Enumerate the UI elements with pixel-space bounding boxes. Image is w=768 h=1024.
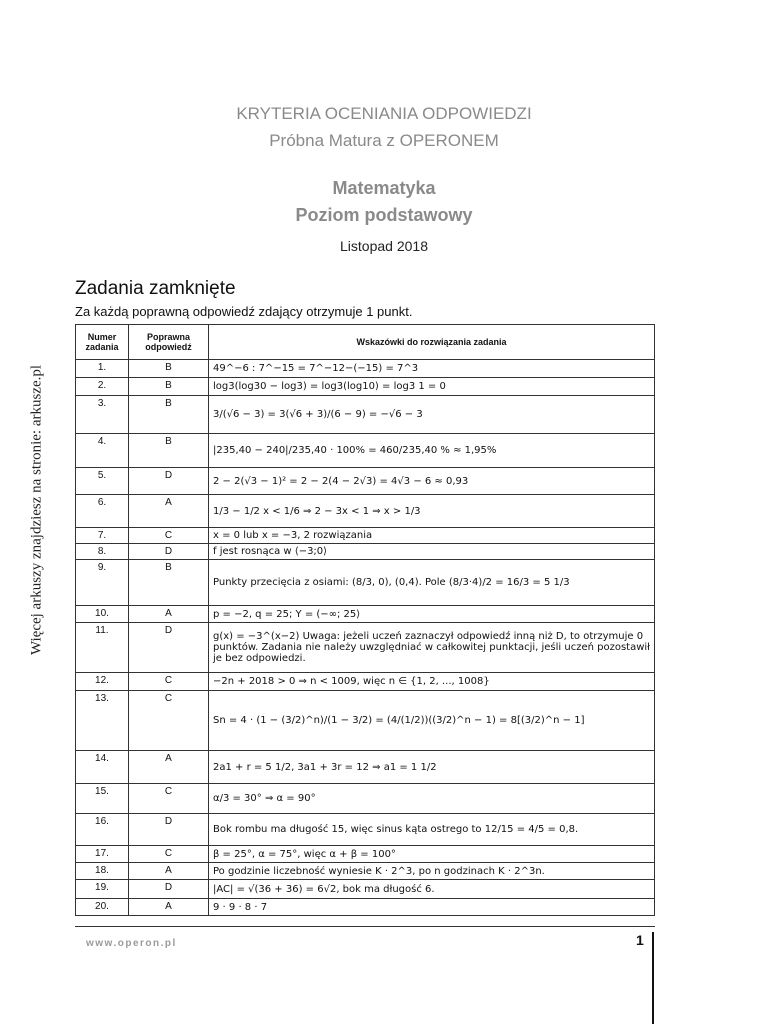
row-answer: D: [129, 468, 209, 495]
row-hint: α/3 = 30° ⇒ α = 90°: [209, 784, 655, 814]
row-number: 1.: [76, 360, 129, 378]
footer-site: www.operon.pl: [86, 938, 177, 949]
row-answer: C: [129, 846, 209, 863]
row-answer: C: [129, 673, 209, 691]
table-row: [76, 434, 655, 468]
table-row: [76, 784, 655, 814]
exam-date: Listopad 2018: [340, 238, 428, 254]
row-answer: B: [129, 360, 209, 378]
row-number: 17.: [76, 846, 129, 863]
row-hint: x = 0 lub x = −3, 2 rozwiązania: [209, 528, 655, 544]
row-hint: Po godzinie liczebność wyniesie K · 2^3, po n godzinach K · 2^3n.: [209, 863, 655, 880]
row-number: 5.: [76, 468, 129, 495]
table-row: [76, 846, 655, 863]
row-hint: −2n + 2018 > 0 ⇒ n < 1009, więc n ∈ {1, 2, ..., 1008}: [209, 673, 655, 691]
row-hint: 9 · 9 · 8 · 7: [209, 899, 655, 916]
table-row: [76, 751, 655, 784]
table-row: [76, 863, 655, 880]
level-title: Poziom podstawowy: [295, 205, 473, 225]
row-hint: f jest rosnąca w ⟨−3;0⟩: [209, 544, 655, 560]
row-number: 3.: [76, 396, 129, 434]
row-hint: log3(log30 − log3) = log3(log10) = log3 1 = 0: [209, 378, 655, 396]
row-answer: D: [129, 544, 209, 560]
table-row: [76, 468, 655, 495]
row-number: 9.: [76, 560, 129, 606]
row-number: 10.: [76, 606, 129, 623]
row-hint: 2 − 2(√3 − 1)² = 2 − 2(4 − 2√3) = 4√3 − 6 ≈ 0,93: [209, 468, 655, 495]
table-row: [76, 814, 655, 846]
row-answer: D: [129, 623, 209, 673]
row-answer: B: [129, 378, 209, 396]
row-number: 7.: [76, 528, 129, 544]
table-row: [76, 880, 655, 899]
row-number: 19.: [76, 880, 129, 899]
row-hint: |AC| = √(36 + 36) = 6√2, bok ma długość 6.: [209, 880, 655, 899]
header-title: KRYTERIA OCENIANIA ODPOWIEDZI: [236, 104, 532, 123]
page-margin-line: [652, 932, 654, 1024]
table-row: [76, 673, 655, 691]
sidebar-text: Więcej arkuszy znajdziesz na stronie: arkusze.pl: [28, 364, 45, 656]
page-number: 1: [636, 932, 644, 948]
row-hint: 2a1 + r = 5 1/2, 3a1 + 3r = 12 ⇒ a1 = 1 1/2: [209, 751, 655, 784]
header-number: Numer zadania: [76, 325, 129, 360]
sidebar-watermark: [26, 0, 48, 1024]
row-number: 16.: [76, 814, 129, 846]
row-number: 2.: [76, 378, 129, 396]
row-number: 13.: [76, 691, 129, 751]
row-answer: A: [129, 495, 209, 528]
table-bottom-line: [75, 926, 655, 927]
row-hint: |235,40 − 240|/235,40 · 100% = 460/235,40 % ≈ 1,95%: [209, 434, 655, 468]
table-row: [76, 378, 655, 396]
row-hint: Punkty przecięcia z osiami: (8/3, 0), (0,4). Pole (8/3·4)/2 = 16/3 = 5 1/3: [209, 560, 655, 606]
table-row: [76, 691, 655, 751]
table-row: [76, 606, 655, 623]
row-number: 6.: [76, 495, 129, 528]
row-answer: B: [129, 560, 209, 606]
row-answer: A: [129, 863, 209, 880]
table-row: [76, 360, 655, 378]
row-answer: B: [129, 396, 209, 434]
row-answer: A: [129, 606, 209, 623]
row-answer: A: [129, 899, 209, 916]
row-answer: C: [129, 784, 209, 814]
row-hint: β = 25°, α = 75°, więc α + β = 100°: [209, 846, 655, 863]
row-number: 12.: [76, 673, 129, 691]
row-hint: 3/(√6 − 3) = 3(√6 + 3)/(6 − 9) = −√6 − 3: [209, 396, 655, 434]
row-number: 15.: [76, 784, 129, 814]
row-answer: D: [129, 814, 209, 846]
table-row: [76, 899, 655, 916]
section-note: Za każdą poprawną odpowiedź zdający otrzymuje 1 punkt.: [75, 304, 413, 319]
row-number: 14.: [76, 751, 129, 784]
table-row: [76, 623, 655, 673]
row-answer: B: [129, 434, 209, 468]
row-answer: C: [129, 528, 209, 544]
row-number: 8.: [76, 544, 129, 560]
row-hint: p = −2, q = 25; Y = (−∞; 25⟩: [209, 606, 655, 623]
row-hint: Sn = 4 · (1 − (3/2)^n)/(1 − 3/2) = (4/(1/2))((3/2)^n − 1) = 8[(3/2)^n − 1]: [209, 691, 655, 751]
header-hint: Wskazówki do rozwiązania zadania: [209, 325, 655, 360]
row-answer: A: [129, 751, 209, 784]
row-answer: D: [129, 880, 209, 899]
row-hint: 1/3 − 1/2 x < 1/6 ⇒ 2 − 3x < 1 ⇒ x > 1/3: [209, 495, 655, 528]
table-row: [76, 528, 655, 544]
row-number: 11.: [76, 623, 129, 673]
row-hint: g(x) = −3^(x−2) Uwaga: jeżeli uczeń zaznaczył odpowiedź inną niż D, to otrzymuje 0 punktów. Zadania nie należy uwzględniać w całkowitej punktacji, jeśli uczeń pozostawił je bez odpowiedzi.: [209, 623, 655, 673]
table-row: [76, 544, 655, 560]
row-number: 4.: [76, 434, 129, 468]
header-subtitle: Próbna Matura z OPERONEM: [269, 131, 499, 150]
row-number: 20.: [76, 899, 129, 916]
section-title: Zadania zamknięte: [75, 278, 236, 299]
row-number: 18.: [76, 863, 129, 880]
answers-table: [75, 324, 655, 916]
table-row: [76, 560, 655, 606]
subject-title: Matematyka: [332, 178, 436, 198]
table-row: [76, 495, 655, 528]
header-answer: Poprawna odpowiedź: [129, 325, 209, 360]
row-answer: C: [129, 691, 209, 751]
row-hint: 49^−6 : 7^−15 = 7^−12−(−15) = 7^3: [209, 360, 655, 378]
row-hint: Bok rombu ma długość 15, więc sinus kąta ostrego to 12/15 = 4/5 = 0,8.: [209, 814, 655, 846]
table-row: [76, 396, 655, 434]
table-header-row: [76, 325, 655, 360]
